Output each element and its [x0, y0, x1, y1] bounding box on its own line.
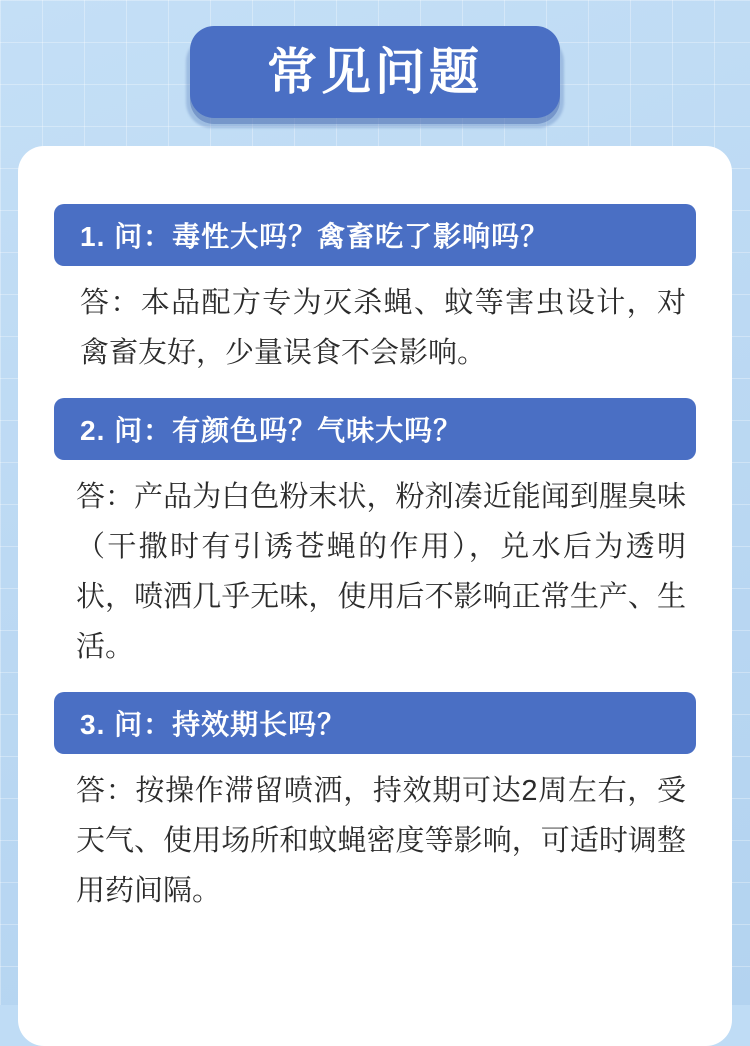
faq-question-bar-1[interactable]	[54, 204, 696, 266]
faq-question-bar-3[interactable]	[54, 692, 696, 754]
page-title-badge	[190, 26, 560, 118]
faq-question-2: 2. 问：有颜色吗？气味大吗？	[80, 415, 463, 446]
faq-answer-3: 答：按操作滞留喷洒，持效期可达2周左右，受天气、使用场所和蚊蝇密度等影响，可适时调整用药间隔。	[76, 775, 686, 907]
faq-answer-1: 答：本品配方专为灭杀蝇、蚊等害虫设计，对禽畜友好，少量误食不会影响。	[80, 287, 686, 369]
faq-question-1: 1. 问：毒性大吗？禽畜吃了影响吗？	[80, 221, 550, 252]
faq-item-3	[54, 692, 696, 926]
faq-card	[18, 146, 732, 1046]
faq-item-1	[54, 204, 696, 388]
page-title: 常见问题	[267, 44, 483, 100]
faq-question-3: 3. 问：持效期长吗？	[80, 709, 347, 740]
faq-answer-2: 答：产品为白色粉末状，粉剂凑近能闻到腥臭味（干撒时有引诱苍蝇的作用），兑水后为透明状，喷洒几乎无味，使用后不影响正常生产、生活。	[76, 481, 686, 663]
faq-item-2	[54, 398, 696, 682]
page-title-wrapper	[0, 26, 750, 118]
faq-question-bar-2[interactable]	[54, 398, 696, 460]
